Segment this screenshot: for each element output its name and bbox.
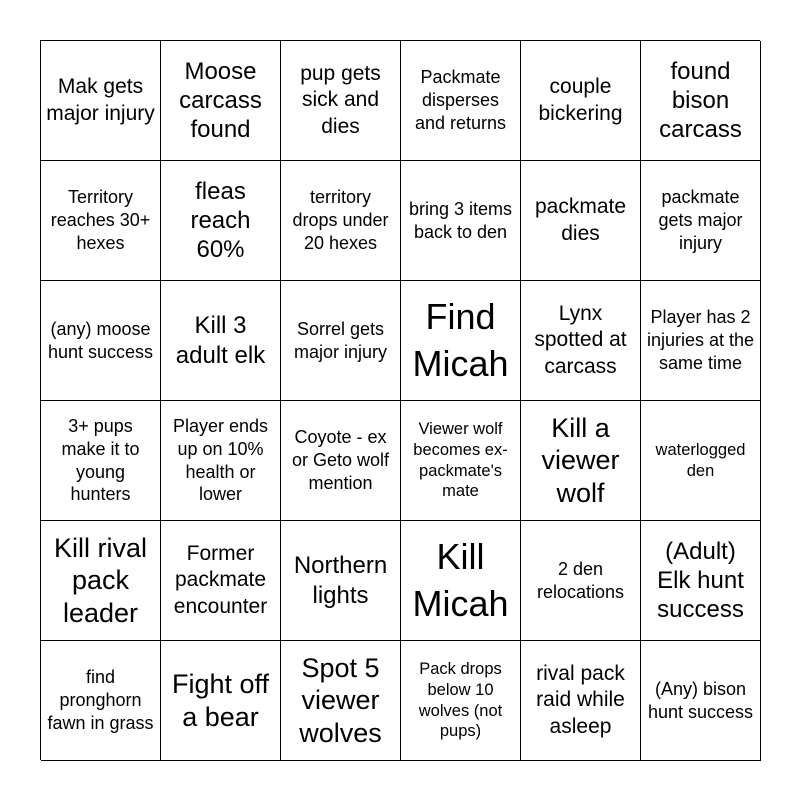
cell-text: couple bickering	[538, 75, 623, 125]
bingo-cell[interactable]	[161, 281, 281, 401]
cell-text: territory drops under 20 hexes	[292, 187, 389, 253]
bingo-cell[interactable]	[41, 41, 161, 161]
cell-text: Player ends up on 10% health or lower	[172, 415, 269, 505]
cell-text: Spot 5 viewer wolves	[299, 652, 382, 748]
cell-text: packmate dies	[534, 195, 627, 245]
bingo-cell[interactable]	[281, 281, 401, 401]
cell-text: Player has 2 injuries at the same time	[646, 307, 755, 373]
cell-text: Packmate disperses and returns	[414, 67, 507, 133]
cell-text: Find Micah	[412, 296, 509, 384]
bingo-cell[interactable]	[281, 401, 401, 521]
bingo-cell[interactable]	[161, 161, 281, 281]
cell-text: (Adult) Elk hunt success	[657, 537, 744, 624]
cell-text: 3+ pups make it to young hunters	[61, 415, 140, 505]
bingo-cell[interactable]	[281, 641, 401, 761]
cell-text: pup gets sick and dies	[300, 62, 381, 138]
bingo-cell[interactable]	[641, 401, 761, 521]
bingo-cell[interactable]	[521, 41, 641, 161]
bingo-cell[interactable]	[641, 521, 761, 641]
bingo-cell[interactable]	[521, 641, 641, 761]
cell-text: packmate gets major injury	[658, 187, 743, 253]
bingo-board	[40, 40, 760, 760]
cell-text: bring 3 items back to den	[408, 198, 513, 242]
cell-text: found bison carcass	[659, 57, 742, 144]
cell-text: Kill a viewer wolf	[541, 412, 620, 508]
cell-text: Northern lights	[293, 552, 388, 609]
bingo-cell[interactable]	[401, 41, 521, 161]
bingo-cell[interactable]	[401, 161, 521, 281]
bingo-cell[interactable]	[41, 161, 161, 281]
bingo-cell[interactable]	[641, 41, 761, 161]
cell-text: Lynx spotted at carcass	[534, 302, 627, 378]
cell-text: (any) moose hunt success	[47, 318, 154, 362]
bingo-cell[interactable]	[281, 161, 401, 281]
cell-text: Fight off a bear	[171, 669, 270, 732]
cell-text: Sorrel gets major injury	[293, 318, 388, 362]
bingo-cell[interactable]	[161, 641, 281, 761]
bingo-cell[interactable]	[161, 521, 281, 641]
bingo-cell[interactable]	[281, 41, 401, 161]
bingo-cell[interactable]	[401, 281, 521, 401]
cell-text: waterlogged den	[655, 440, 746, 480]
bingo-cell[interactable]	[401, 401, 521, 521]
cell-text: rival pack raid while asleep	[536, 662, 625, 738]
bingo-cell[interactable]	[41, 281, 161, 401]
bingo-cell[interactable]	[281, 521, 401, 641]
bingo-cell[interactable]	[521, 161, 641, 281]
cell-text: (Any) bison hunt success	[647, 678, 754, 722]
cell-text: 2 den relocations	[536, 558, 625, 602]
bingo-cell[interactable]	[41, 401, 161, 521]
bingo-cell[interactable]	[641, 161, 761, 281]
cell-text: Coyote - ex or Geto wolf mention	[291, 427, 390, 493]
bingo-cell[interactable]	[641, 281, 761, 401]
bingo-cell[interactable]	[521, 281, 641, 401]
bingo-cell[interactable]	[41, 521, 161, 641]
cell-text: Former packmate encounter	[173, 542, 268, 618]
cell-text: Viewer wolf becomes ex-packmate's mate	[413, 419, 508, 501]
cell-text: Territory reaches 30+ hexes	[50, 187, 151, 253]
bingo-cell[interactable]	[401, 641, 521, 761]
cell-text: Pack drops below 10 wolves (not pups)	[418, 659, 503, 741]
bingo-cell[interactable]	[41, 641, 161, 761]
bingo-cell[interactable]	[521, 401, 641, 521]
bingo-cell[interactable]	[641, 641, 761, 761]
bingo-cell[interactable]	[161, 401, 281, 521]
bingo-cell[interactable]	[161, 41, 281, 161]
cell-text: find pronghorn fawn in grass	[47, 667, 154, 733]
cell-text: fleas reach 60%	[190, 177, 251, 264]
bingo-cell[interactable]	[521, 521, 641, 641]
cell-text: Moose carcass found	[179, 57, 262, 144]
cell-text: Mak gets major injury	[46, 75, 155, 125]
cell-text: Kill rival pack leader	[53, 532, 147, 628]
bingo-cell[interactable]	[401, 521, 521, 641]
cell-text: Kill Micah	[412, 536, 509, 624]
cell-text: Kill 3 adult elk	[175, 312, 266, 369]
